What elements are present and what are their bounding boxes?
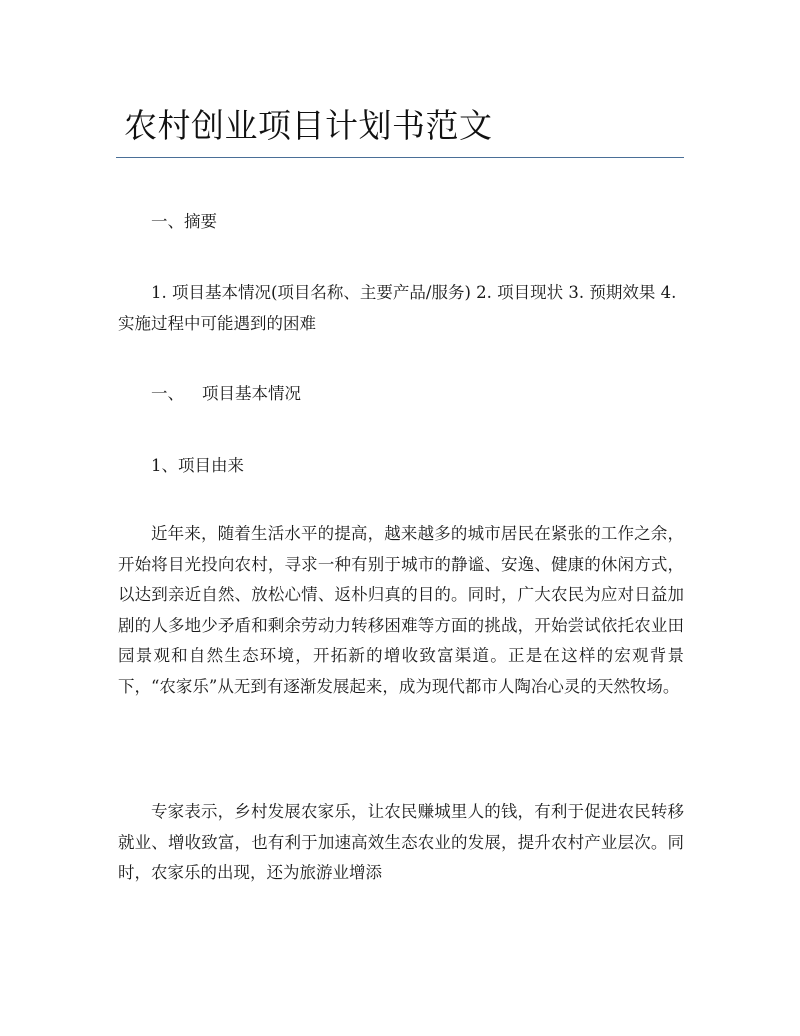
section-basic-info-label: 项目基本情况 — [202, 384, 301, 403]
section-basic-info-number: 一、 — [151, 384, 184, 403]
body-paragraph-1: 近年来，随着生活水平的提高，越来越多的城市居民在紧张的工作之余，开始将目光投向农村，寻求一种有别于城市的静谧、安逸、健康的休闲方式，以达到亲近自然、放松心情、返朴归真的目的。同时，广大农民为应对日益加剧的人多地少矛盾和剩余劳动力转移困难等方面的挑战，开始尝试依托农业田园景观和自然生态环境，开拓新的增收致富渠道。正是在这样的宏观背景下，“农家乐”从无到有逐渐发展起来，成为现代都市人陶冶心灵的天然牧场。 — [118, 524, 684, 696]
document-title: 农村创业项目计划书范文 — [124, 106, 493, 145]
section-basic-info-heading — [118, 379, 684, 410]
summary-paragraph: 1. 项目基本情况(项目名称、主要产品/服务) 2. 项目现状 3. 预期效果 4.实施过程中可能遇到的困难 — [118, 283, 677, 333]
title-underline-rule — [116, 157, 684, 158]
subsection-origin-heading: 1、项目由来 — [151, 456, 244, 475]
body-paragraph-2: 专家表示，乡村发展农家乐，让农民赚城里人的钱，有利于促进农民转移就业、增收致富，也有利于加速高效生态农业的发展，提升农村产业层次。同时，农家乐的出现，还为旅游业增添 — [118, 802, 684, 882]
section-summary-heading: 一、摘要 — [151, 212, 217, 231]
